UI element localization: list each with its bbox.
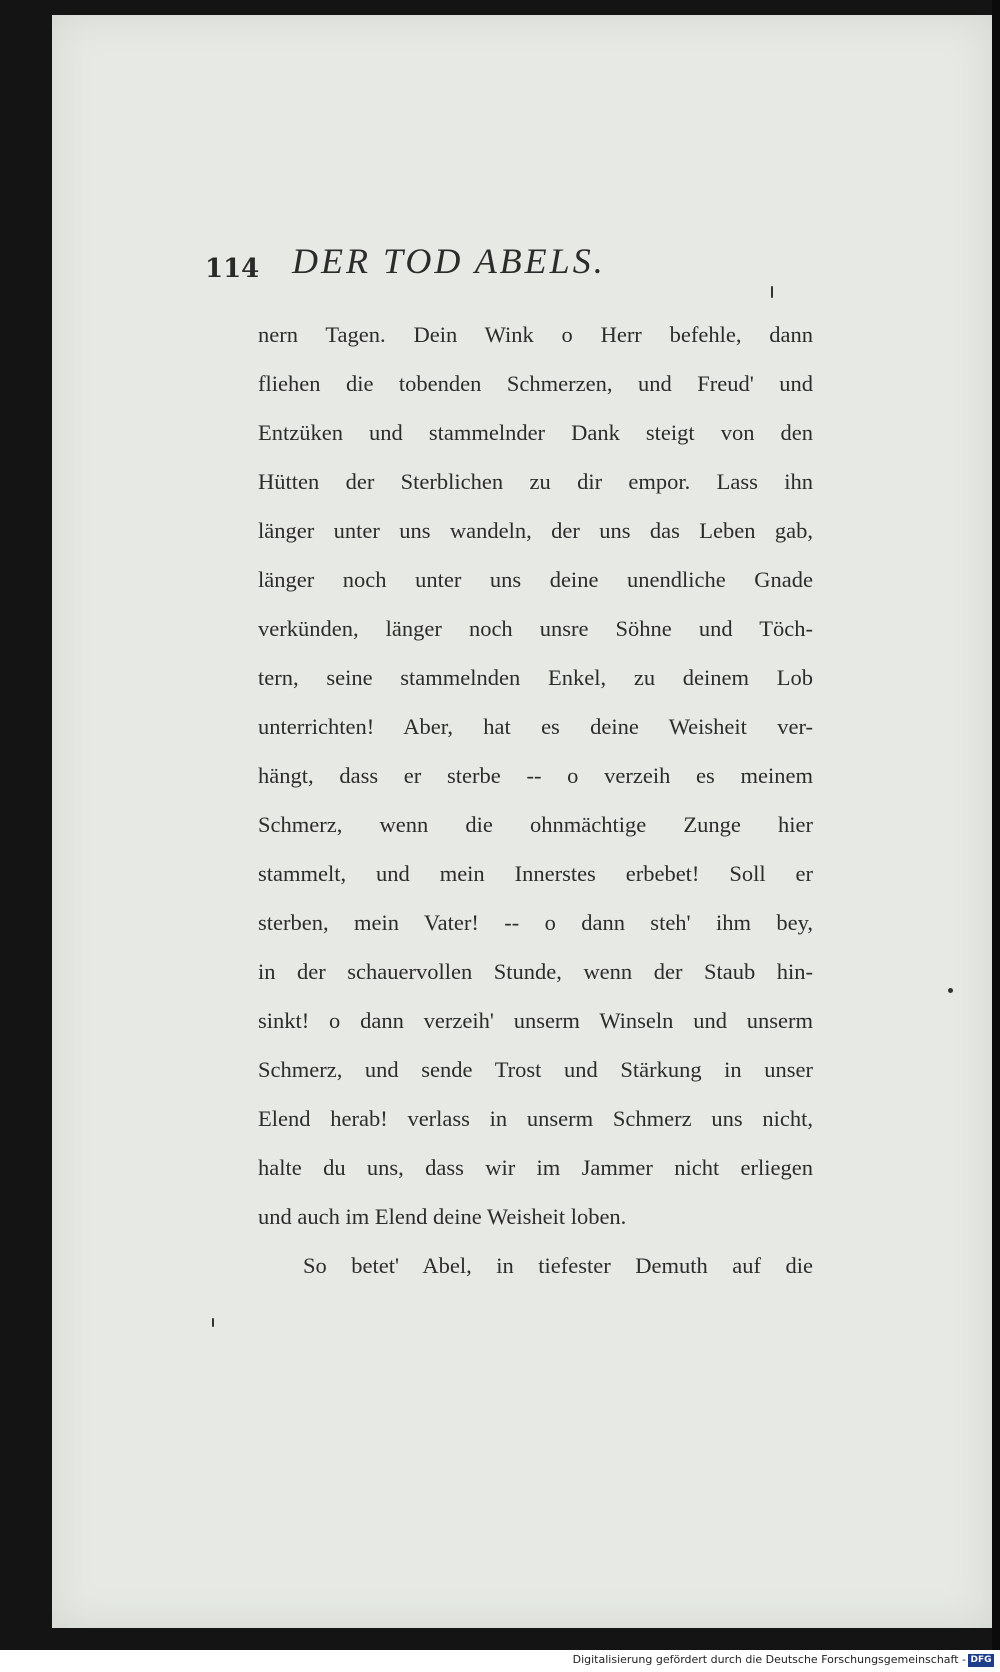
text-line: länger unter uns wandeln, der uns das Leben gab, <box>258 518 813 543</box>
dfg-logo: DFG <box>968 1654 994 1667</box>
text-line: Schmerz, und sende Trost und Stärkung in unser <box>258 1057 813 1082</box>
text-line: halte du uns, dass wir im Jammer nicht erliegen <box>258 1155 813 1180</box>
text-line: hängt, dass er sterbe -- o verzeih es meinem <box>258 763 813 788</box>
funding-credit: Digitalisierung gefördert durch die Deutsche Forschungsgemeinschaft - <box>572 1653 966 1666</box>
scan-edge <box>992 0 1000 1650</box>
footer-bar <box>0 1650 1000 1672</box>
paragraph-start-line: So betet' Abel, in tiefester Demuth auf die <box>303 1253 813 1278</box>
body-text <box>258 310 813 1290</box>
text-line: tern, seine stammelnden Enkel, zu deinem Lob <box>258 665 813 690</box>
paper-speck <box>771 286 773 298</box>
text-line: in der schauervollen Stunde, wenn der Staub hin- <box>258 959 813 984</box>
paper-speck <box>948 988 953 993</box>
text-line: fliehen die tobenden Schmerzen, und Freud' und <box>258 371 813 396</box>
text-line: sterben, mein Vater! -- o dann steh' ihm bey, <box>258 910 813 935</box>
paragraph-end-line: und auch im Elend deine Weisheit loben. <box>258 1204 627 1229</box>
page-number: 114 <box>205 254 260 284</box>
running-title: DER TOD ABELS. <box>292 241 606 281</box>
text-line: länger noch unter uns deine unendliche Gnade <box>258 567 813 592</box>
paper-speck <box>212 1318 214 1327</box>
text-line: nern Tagen. Dein Wink o Herr befehle, dann <box>258 322 813 347</box>
text-line: Elend herab! verlass in unserm Schmerz uns nicht, <box>258 1106 813 1131</box>
text-line: sinkt! o dann verzeih' unserm Winseln und unserm <box>258 1008 813 1033</box>
text-line: verkünden, länger noch unsre Söhne und Töch- <box>258 616 813 641</box>
text-line: Hütten der Sterblichen zu dir empor. Lass ihn <box>258 469 813 494</box>
text-line: stammelt, und mein Innerstes erbebet! Soll er <box>258 861 813 886</box>
text-line: unterrichten! Aber, hat es deine Weisheit ver- <box>258 714 813 739</box>
text-line: Schmerz, wenn die ohnmächtige Zunge hier <box>258 812 813 837</box>
page-header <box>205 240 765 300</box>
text-line: Entzüken und stammelnder Dank steigt von den <box>258 420 813 445</box>
